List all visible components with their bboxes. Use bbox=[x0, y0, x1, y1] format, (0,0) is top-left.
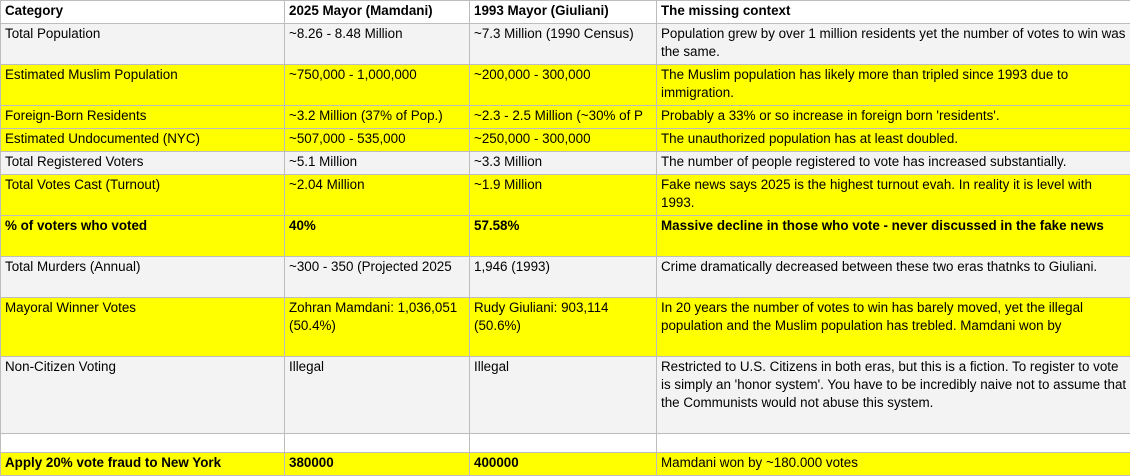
table-row bbox=[1, 257, 1130, 298]
header-cell-category[interactable]: Category bbox=[1, 1, 285, 24]
header-cell-missing-context[interactable]: The missing context bbox=[657, 1, 1130, 24]
category-cell[interactable]: Total Murders (Annual) bbox=[1, 257, 285, 298]
category-cell[interactable]: Total Votes Cast (Turnout) bbox=[1, 175, 285, 216]
mamdani-cell[interactable]: ~8.26 - 8.48 Million bbox=[285, 24, 470, 65]
giuliani-cell[interactable]: ~3.3 Million bbox=[470, 152, 657, 175]
table-row bbox=[1, 453, 1130, 476]
mamdani-cell[interactable]: ~2.04 Million bbox=[285, 175, 470, 216]
mamdani-cell[interactable]: ~3.2 Million (37% of Pop.) bbox=[285, 106, 470, 129]
header-cell-1993-mayor[interactable]: 1993 Mayor (Giuliani) bbox=[470, 1, 657, 24]
mamdani-cell[interactable]: 40% bbox=[285, 216, 470, 257]
mamdani-cell[interactable]: ~507,000 - 535,000 bbox=[285, 129, 470, 152]
category-cell[interactable]: Mayoral Winner Votes bbox=[1, 298, 285, 357]
giuliani-cell[interactable]: ~200,000 - 300,000 bbox=[470, 65, 657, 106]
context-cell[interactable]: In 20 years the number of votes to win has barely moved, yet the illegal population and the Muslim population has trebled. Mamdani won by bbox=[657, 298, 1130, 357]
category-cell[interactable]: Total Registered Voters bbox=[1, 152, 285, 175]
context-cell[interactable]: The unauthorized population has at least doubled. bbox=[657, 129, 1130, 152]
giuliani-cell[interactable]: 400000 bbox=[470, 453, 657, 476]
context-cell[interactable]: The number of people registered to vote has increased substantially. bbox=[657, 152, 1130, 175]
category-cell[interactable]: Estimated Muslim Population bbox=[1, 65, 285, 106]
giuliani-cell[interactable]: ~1.9 Million bbox=[470, 175, 657, 216]
context-cell[interactable]: The Muslim population has likely more than tripled since 1993 due to immigration. bbox=[657, 65, 1130, 106]
context-cell[interactable]: Mamdani won by ~180.000 votes bbox=[657, 453, 1130, 476]
category-cell[interactable]: Foreign-Born Residents bbox=[1, 106, 285, 129]
mamdani-cell[interactable]: Zohran Mamdani: 1,036,051 (50.4%) bbox=[285, 298, 470, 357]
mamdani-cell[interactable]: ~300 - 350 (Projected 2025 bbox=[285, 257, 470, 298]
table-row bbox=[1, 357, 1130, 434]
empty-row bbox=[1, 434, 1130, 453]
table-row bbox=[1, 175, 1130, 216]
table-row bbox=[1, 216, 1130, 257]
giuliani-cell[interactable]: Rudy Giuliani: 903,114 (50.6%) bbox=[470, 298, 657, 357]
giuliani-cell[interactable]: 1,946 (1993) bbox=[470, 257, 657, 298]
giuliani-cell[interactable]: ~250,000 - 300,000 bbox=[470, 129, 657, 152]
empty-cell[interactable] bbox=[285, 434, 470, 453]
giuliani-cell[interactable]: 57.58% bbox=[470, 216, 657, 257]
header-cell-2025-mayor[interactable]: 2025 Mayor (Mamdani) bbox=[285, 1, 470, 24]
table-row bbox=[1, 106, 1130, 129]
context-cell[interactable]: Massive decline in those who vote - never discussed in the fake news bbox=[657, 216, 1130, 257]
category-cell[interactable]: Estimated Undocumented (NYC) bbox=[1, 129, 285, 152]
mamdani-cell[interactable]: 380000 bbox=[285, 453, 470, 476]
context-cell[interactable]: Population grew by over 1 million residents yet the number of votes to win was the same. bbox=[657, 24, 1130, 65]
table-row bbox=[1, 152, 1130, 175]
empty-cell[interactable] bbox=[1, 434, 285, 453]
table-row bbox=[1, 129, 1130, 152]
header-row bbox=[1, 1, 1130, 24]
mamdani-cell[interactable]: ~5.1 Million bbox=[285, 152, 470, 175]
table-row bbox=[1, 24, 1130, 65]
table-row bbox=[1, 298, 1130, 357]
context-cell[interactable]: Crime dramatically decreased between these two eras thatnks to Giuliani. bbox=[657, 257, 1130, 298]
mamdani-cell[interactable]: Illegal bbox=[285, 357, 470, 434]
context-cell[interactable]: Restricted to U.S. Citizens in both eras, but this is a fiction. To register to vote is simply an 'honor system'. You have to be incredibly naive not to assume that the Communists would not abuse this system. bbox=[657, 357, 1130, 434]
empty-cell[interactable] bbox=[657, 434, 1130, 453]
mamdani-cell[interactable]: ~750,000 - 1,000,000 bbox=[285, 65, 470, 106]
table-row bbox=[1, 65, 1130, 106]
category-cell[interactable]: Apply 20% vote fraud to New York bbox=[1, 453, 285, 476]
giuliani-cell[interactable]: Illegal bbox=[470, 357, 657, 434]
category-cell[interactable]: Non-Citizen Voting bbox=[1, 357, 285, 434]
context-cell[interactable]: Probably a 33% or so increase in foreign born 'residents'. bbox=[657, 106, 1130, 129]
empty-cell[interactable] bbox=[470, 434, 657, 453]
context-cell[interactable]: Fake news says 2025 is the highest turnout evah. In reality it is level with 1993. bbox=[657, 175, 1130, 216]
giuliani-cell[interactable]: ~7.3 Million (1990 Census) bbox=[470, 24, 657, 65]
category-cell[interactable]: Total Population bbox=[1, 24, 285, 65]
category-cell[interactable]: % of voters who voted bbox=[1, 216, 285, 257]
giuliani-cell[interactable]: ~2.3 - 2.5 Million (~30% of P bbox=[470, 106, 657, 129]
